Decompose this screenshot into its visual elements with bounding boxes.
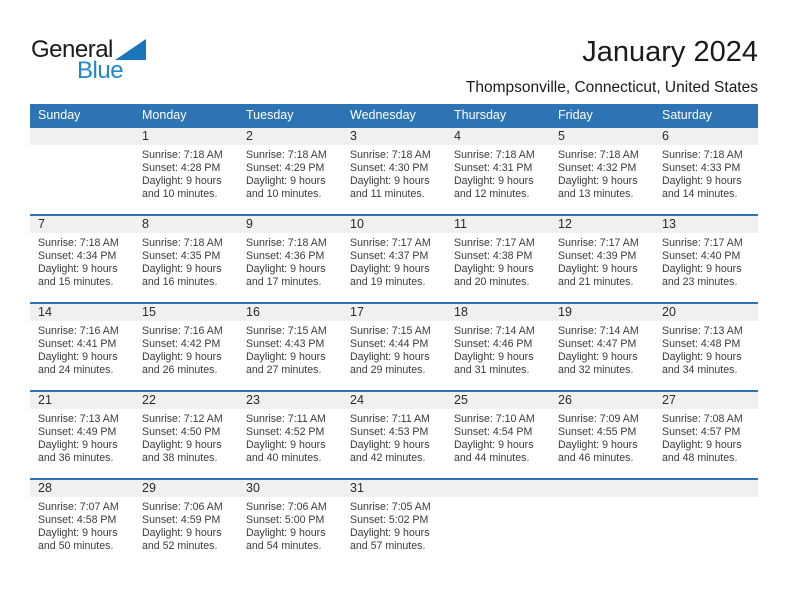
weekday-header-friday: Friday xyxy=(550,104,654,127)
day-cell-7 xyxy=(30,215,134,303)
weekday-header-monday: Monday xyxy=(134,104,238,127)
day-detail-line: Daylight: 9 hours xyxy=(662,263,742,275)
day-detail-line: Daylight: 9 hours xyxy=(246,175,326,187)
day-number: 4 xyxy=(446,128,550,145)
day-detail-line: Daylight: 9 hours xyxy=(662,175,742,187)
day-number: 2 xyxy=(238,128,342,145)
day-detail-line: Daylight: 9 hours xyxy=(558,439,638,451)
day-detail-line: and 31 minutes. xyxy=(454,364,530,376)
day-detail-line: Sunrise: 7:17 AM xyxy=(350,237,431,249)
day-detail-line: Sunset: 4:46 PM xyxy=(454,338,533,350)
day-detail-line: and 24 minutes. xyxy=(38,364,114,376)
day-number: 24 xyxy=(342,392,446,409)
day-detail-line: Daylight: 9 hours xyxy=(38,439,118,451)
day-cell-11 xyxy=(446,215,550,303)
day-cell-30 xyxy=(238,479,342,567)
day-number: 26 xyxy=(550,392,654,409)
day-detail-line: Sunset: 4:49 PM xyxy=(38,426,117,438)
day-details xyxy=(550,233,654,289)
day-detail-line: Sunrise: 7:18 AM xyxy=(246,149,327,161)
day-detail-line: Daylight: 9 hours xyxy=(246,263,326,275)
day-detail-line: Daylight: 9 hours xyxy=(142,175,222,187)
day-number: 6 xyxy=(654,128,758,145)
day-details xyxy=(550,321,654,377)
day-details xyxy=(342,497,446,553)
day-detail-line: Sunrise: 7:10 AM xyxy=(454,413,535,425)
day-details xyxy=(30,233,134,289)
day-detail-line: and 34 minutes. xyxy=(662,364,738,376)
day-details xyxy=(446,145,550,201)
day-number: 27 xyxy=(654,392,758,409)
day-detail-line: and 38 minutes. xyxy=(142,452,218,464)
day-detail-line: Sunset: 4:39 PM xyxy=(558,250,637,262)
day-detail-line: and 42 minutes. xyxy=(350,452,426,464)
day-details xyxy=(238,409,342,465)
day-detail-line: Sunrise: 7:11 AM xyxy=(246,413,326,425)
day-detail-line: Sunrise: 7:06 AM xyxy=(142,501,223,513)
day-detail-line: Sunset: 4:30 PM xyxy=(350,162,429,174)
day-number: 25 xyxy=(446,392,550,409)
day-number: 18 xyxy=(446,304,550,321)
day-detail-line: Sunset: 4:37 PM xyxy=(350,250,429,262)
day-cell-29 xyxy=(134,479,238,567)
day-cell-3 xyxy=(342,127,446,215)
day-cell-12 xyxy=(550,215,654,303)
day-number: 1 xyxy=(134,128,238,145)
day-detail-line: Sunset: 4:47 PM xyxy=(558,338,637,350)
day-details xyxy=(342,409,446,465)
day-details xyxy=(550,409,654,465)
day-number: 11 xyxy=(446,216,550,233)
day-detail-line: Sunset: 4:31 PM xyxy=(454,162,533,174)
page-title: January 2024 xyxy=(582,36,758,68)
week-row-4 xyxy=(30,391,758,479)
day-number: 7 xyxy=(30,216,134,233)
day-number: 12 xyxy=(550,216,654,233)
day-cell-19 xyxy=(550,303,654,391)
day-number: 19 xyxy=(550,304,654,321)
day-detail-line: Sunset: 4:36 PM xyxy=(246,250,325,262)
day-detail-line: Sunrise: 7:11 AM xyxy=(350,413,430,425)
day-number: 13 xyxy=(654,216,758,233)
day-number: 23 xyxy=(238,392,342,409)
day-detail-line: Sunrise: 7:05 AM xyxy=(350,501,431,513)
calendar-table xyxy=(30,104,758,567)
day-details xyxy=(30,497,134,553)
day-details xyxy=(134,145,238,201)
day-detail-line: Sunrise: 7:18 AM xyxy=(558,149,639,161)
day-detail-line: and 19 minutes. xyxy=(350,276,426,288)
day-details xyxy=(446,321,550,377)
day-detail-line: Daylight: 9 hours xyxy=(38,527,118,539)
day-detail-line: Daylight: 9 hours xyxy=(454,263,534,275)
day-detail-line: and 16 minutes. xyxy=(142,276,218,288)
day-detail-line: Sunrise: 7:09 AM xyxy=(558,413,639,425)
day-number: 30 xyxy=(238,480,342,497)
day-details xyxy=(654,145,758,201)
day-detail-line: Sunset: 4:34 PM xyxy=(38,250,117,262)
day-detail-line: Daylight: 9 hours xyxy=(454,351,534,363)
day-detail-line: Sunset: 4:40 PM xyxy=(662,250,741,262)
day-details xyxy=(654,321,758,377)
day-detail-line: Sunset: 4:58 PM xyxy=(38,514,117,526)
day-detail-line: Sunset: 4:44 PM xyxy=(350,338,429,350)
day-detail-line: Sunrise: 7:15 AM xyxy=(246,325,327,337)
day-cell-empty xyxy=(446,479,550,567)
day-detail-line: Sunset: 4:35 PM xyxy=(142,250,221,262)
day-detail-line: Sunrise: 7:06 AM xyxy=(246,501,327,513)
day-detail-line: and 48 minutes. xyxy=(662,452,738,464)
day-details xyxy=(550,145,654,201)
day-cell-10 xyxy=(342,215,446,303)
day-detail-line: Sunset: 5:02 PM xyxy=(350,514,429,526)
day-cell-13 xyxy=(654,215,758,303)
day-cell-8 xyxy=(134,215,238,303)
day-details xyxy=(654,233,758,289)
day-details xyxy=(238,145,342,201)
week-row-3 xyxy=(30,303,758,391)
day-detail-line: and 50 minutes. xyxy=(38,540,114,552)
day-detail-line: and 15 minutes. xyxy=(38,276,114,288)
day-detail-line: Sunrise: 7:13 AM xyxy=(38,413,119,425)
day-details xyxy=(654,409,758,465)
day-cell-17 xyxy=(342,303,446,391)
day-detail-line: and 11 minutes. xyxy=(350,188,425,200)
day-details xyxy=(30,321,134,377)
day-detail-line: Sunset: 4:38 PM xyxy=(454,250,533,262)
day-detail-line: Daylight: 9 hours xyxy=(246,527,326,539)
day-detail-line: and 14 minutes. xyxy=(662,188,738,200)
day-detail-line: Sunrise: 7:17 AM xyxy=(558,237,639,249)
logo-text-blue: Blue xyxy=(77,57,124,84)
day-detail-line: Sunset: 4:41 PM xyxy=(38,338,117,350)
day-detail-line: and 10 minutes. xyxy=(246,188,322,200)
day-number: 9 xyxy=(238,216,342,233)
day-detail-line: Sunrise: 7:13 AM xyxy=(662,325,743,337)
day-cell-15 xyxy=(134,303,238,391)
week-row-2 xyxy=(30,215,758,303)
day-detail-line: and 36 minutes. xyxy=(38,452,114,464)
logo-text-general: General xyxy=(31,36,113,63)
day-detail-line: Daylight: 9 hours xyxy=(454,175,534,187)
day-detail-line: and 46 minutes. xyxy=(558,452,634,464)
day-detail-line: and 13 minutes. xyxy=(558,188,634,200)
day-number: 17 xyxy=(342,304,446,321)
day-number xyxy=(654,480,758,497)
day-number: 16 xyxy=(238,304,342,321)
day-details xyxy=(238,321,342,377)
day-detail-line: Sunset: 4:59 PM xyxy=(142,514,221,526)
day-detail-line: Sunrise: 7:18 AM xyxy=(350,149,431,161)
day-cell-26 xyxy=(550,391,654,479)
day-detail-line: Sunrise: 7:07 AM xyxy=(38,501,119,513)
day-number: 28 xyxy=(30,480,134,497)
general-blue-logo xyxy=(31,38,146,83)
day-detail-line: Daylight: 9 hours xyxy=(350,351,430,363)
day-cell-2 xyxy=(238,127,342,215)
day-detail-line: Sunset: 4:28 PM xyxy=(142,162,221,174)
weekday-header-sunday: Sunday xyxy=(30,104,134,127)
week-row-5 xyxy=(30,479,758,567)
weekday-header-thursday: Thursday xyxy=(446,104,550,127)
day-number xyxy=(550,480,654,497)
day-number: 10 xyxy=(342,216,446,233)
day-detail-line: and 27 minutes. xyxy=(246,364,322,376)
day-detail-line: and 52 minutes. xyxy=(142,540,218,552)
day-detail-line: Sunrise: 7:14 AM xyxy=(558,325,639,337)
day-cell-31 xyxy=(342,479,446,567)
day-cell-23 xyxy=(238,391,342,479)
day-number xyxy=(30,128,134,145)
day-cell-24 xyxy=(342,391,446,479)
day-cell-25 xyxy=(446,391,550,479)
weekday-header-row xyxy=(30,104,758,127)
day-detail-line: Sunset: 4:42 PM xyxy=(142,338,221,350)
day-detail-line: and 10 minutes. xyxy=(142,188,218,200)
day-detail-line: Sunset: 5:00 PM xyxy=(246,514,325,526)
day-detail-line: Sunset: 4:53 PM xyxy=(350,426,429,438)
day-detail-line: Daylight: 9 hours xyxy=(662,351,742,363)
day-detail-line: and 29 minutes. xyxy=(350,364,426,376)
day-detail-line: and 26 minutes. xyxy=(142,364,218,376)
day-detail-line: Daylight: 9 hours xyxy=(246,439,326,451)
day-cell-22 xyxy=(134,391,238,479)
day-number: 5 xyxy=(550,128,654,145)
day-detail-line: and 57 minutes. xyxy=(350,540,426,552)
day-number: 8 xyxy=(134,216,238,233)
day-detail-line: Daylight: 9 hours xyxy=(454,439,534,451)
day-cell-16 xyxy=(238,303,342,391)
day-detail-line: Daylight: 9 hours xyxy=(142,527,222,539)
day-detail-line: Daylight: 9 hours xyxy=(38,263,118,275)
day-detail-line: and 23 minutes. xyxy=(662,276,738,288)
day-number: 22 xyxy=(134,392,238,409)
day-detail-line: Sunrise: 7:08 AM xyxy=(662,413,743,425)
day-cell-empty xyxy=(30,127,134,215)
day-cell-27 xyxy=(654,391,758,479)
day-number xyxy=(446,480,550,497)
day-number: 29 xyxy=(134,480,238,497)
day-detail-line: Daylight: 9 hours xyxy=(350,175,430,187)
day-details xyxy=(342,145,446,201)
day-detail-line: Sunrise: 7:18 AM xyxy=(454,149,535,161)
day-detail-line: Sunrise: 7:18 AM xyxy=(142,237,223,249)
day-detail-line: Sunset: 4:55 PM xyxy=(558,426,637,438)
day-detail-line: Sunrise: 7:18 AM xyxy=(38,237,119,249)
day-detail-line: Daylight: 9 hours xyxy=(142,439,222,451)
day-detail-line: Sunset: 4:48 PM xyxy=(662,338,741,350)
day-details xyxy=(30,409,134,465)
day-detail-line: Daylight: 9 hours xyxy=(662,439,742,451)
day-detail-line: Daylight: 9 hours xyxy=(350,263,430,275)
day-detail-line: Daylight: 9 hours xyxy=(558,263,638,275)
day-number: 20 xyxy=(654,304,758,321)
weekday-header-saturday: Saturday xyxy=(654,104,758,127)
day-cell-14 xyxy=(30,303,134,391)
day-cell-5 xyxy=(550,127,654,215)
day-detail-line: Daylight: 9 hours xyxy=(142,351,222,363)
day-detail-line: and 32 minutes. xyxy=(558,364,634,376)
day-detail-line: Sunset: 4:52 PM xyxy=(246,426,325,438)
day-details xyxy=(238,233,342,289)
day-detail-line: Sunrise: 7:16 AM xyxy=(38,325,119,337)
day-detail-line: Sunset: 4:29 PM xyxy=(246,162,325,174)
day-detail-line: Daylight: 9 hours xyxy=(142,263,222,275)
day-detail-line: and 12 minutes. xyxy=(454,188,530,200)
day-detail-line: Daylight: 9 hours xyxy=(558,175,638,187)
day-cell-empty xyxy=(550,479,654,567)
day-number: 15 xyxy=(134,304,238,321)
day-detail-line: Sunset: 4:32 PM xyxy=(558,162,637,174)
day-detail-line: and 17 minutes. xyxy=(246,276,322,288)
day-detail-line: Sunset: 4:50 PM xyxy=(142,426,221,438)
day-detail-line: Sunset: 4:54 PM xyxy=(454,426,533,438)
day-cell-20 xyxy=(654,303,758,391)
day-detail-line: and 44 minutes. xyxy=(454,452,530,464)
day-detail-line: Sunrise: 7:16 AM xyxy=(142,325,223,337)
day-details xyxy=(134,409,238,465)
day-detail-line: Daylight: 9 hours xyxy=(350,527,430,539)
day-details xyxy=(238,497,342,553)
day-detail-line: Daylight: 9 hours xyxy=(38,351,118,363)
day-details xyxy=(446,409,550,465)
day-detail-line: Sunset: 4:33 PM xyxy=(662,162,741,174)
day-detail-line: Sunset: 4:57 PM xyxy=(662,426,741,438)
day-details xyxy=(342,233,446,289)
day-cell-empty xyxy=(654,479,758,567)
day-cell-28 xyxy=(30,479,134,567)
day-details xyxy=(134,497,238,553)
day-detail-line: Daylight: 9 hours xyxy=(558,351,638,363)
day-details xyxy=(342,321,446,377)
week-row-1 xyxy=(30,127,758,215)
day-details xyxy=(134,321,238,377)
day-number: 21 xyxy=(30,392,134,409)
day-detail-line: Sunrise: 7:15 AM xyxy=(350,325,431,337)
day-cell-21 xyxy=(30,391,134,479)
weekday-header-wednesday: Wednesday xyxy=(342,104,446,127)
day-detail-line: Daylight: 9 hours xyxy=(350,439,430,451)
day-number: 14 xyxy=(30,304,134,321)
day-detail-line: Sunrise: 7:12 AM xyxy=(142,413,223,425)
day-cell-9 xyxy=(238,215,342,303)
day-details xyxy=(446,233,550,289)
day-detail-line: Sunrise: 7:18 AM xyxy=(246,237,327,249)
day-number: 3 xyxy=(342,128,446,145)
day-detail-line: and 21 minutes. xyxy=(558,276,634,288)
day-detail-line: Sunrise: 7:17 AM xyxy=(662,237,743,249)
location-subtitle: Thompsonville, Connecticut, United States xyxy=(465,79,758,96)
day-detail-line: Sunrise: 7:18 AM xyxy=(142,149,223,161)
day-cell-4 xyxy=(446,127,550,215)
day-detail-line: Sunset: 4:43 PM xyxy=(246,338,325,350)
day-cell-1 xyxy=(134,127,238,215)
day-number: 31 xyxy=(342,480,446,497)
day-detail-line: Sunrise: 7:14 AM xyxy=(454,325,535,337)
day-cell-6 xyxy=(654,127,758,215)
day-detail-line: Sunrise: 7:18 AM xyxy=(662,149,743,161)
day-detail-line: and 40 minutes. xyxy=(246,452,322,464)
day-detail-line: and 20 minutes. xyxy=(454,276,530,288)
day-details xyxy=(134,233,238,289)
day-detail-line: and 54 minutes. xyxy=(246,540,322,552)
weekday-header-tuesday: Tuesday xyxy=(238,104,342,127)
day-detail-line: Daylight: 9 hours xyxy=(246,351,326,363)
day-detail-line: Sunrise: 7:17 AM xyxy=(454,237,535,249)
day-cell-18 xyxy=(446,303,550,391)
